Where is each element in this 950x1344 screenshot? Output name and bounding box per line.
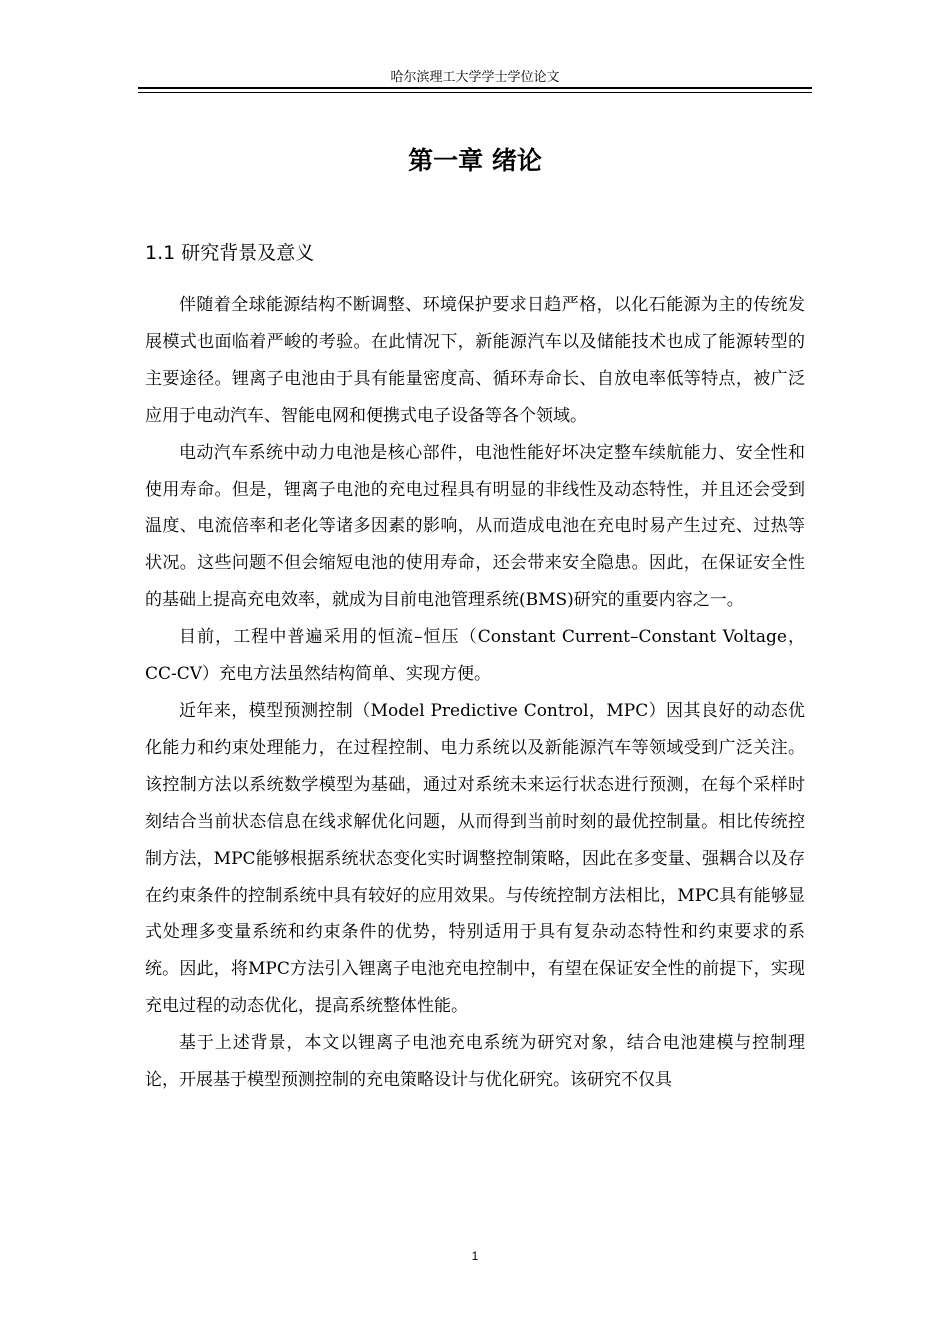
- paragraph-2: 电动汽车系统中动力电池是核心部件，电池性能好坏决定整车续航能力、安全性和使用寿命。但是，锂离子电池的充电过程具有明显的非线性及动态特性，并且还会受到温度、电流倍率和老化等诸多因素的影响，从而造成电池在充电时易产生过充、过热等状况。这些问题不但会缩短电池的使用寿命，还会带来安全隐患。因此，在保证安全性的基础上提高充电效率，就成为目前电池管理系统(BMS)研究的重要内容之一。: [145, 442, 805, 611]
- header-rule-thin: [138, 92, 812, 93]
- page-number: 1: [471, 1249, 479, 1263]
- paragraph-5: 基于上述背景，本文以锂离子电池充电系统为研究对象，结合电池建模与控制理论，开展基于模型预测控制的充电策略设计与优化研究。该研究不仅具: [145, 1033, 805, 1091]
- paragraph-4: 近年来，模型预测控制（Model Predictive Control，MPC）因其良好的动态优化能力和约束处理能力，在过程控制、电力系统以及新能源汽车等领域受到广泛关注。该控制方法以系统数学模型为基础，通过对系统未来运行状态进行预测，在每个采样时刻结合当前状态信息在线求解优化问题，从而得到当前时刻的最优控制量。相比传统控制方法，MPC能够根据系统状态变化实时调整控制策略，因此在多变量、强耦合以及存在约束条件的控制系统中具有较好的应用效果。与传统控制方法相比，MPC具有能够显式处理多变量系统和约束条件的优势，特别适用于具有复杂动态特性和约束要求的系统。因此，将MPC方法引入锂离子电池充电控制中，有望在保证安全性的前提下，实现充电过程的动态优化，提高系统整体性能。: [145, 700, 805, 1017]
- section-title: 1.1 研究背景及意义: [145, 242, 315, 264]
- body-text: [145, 287, 805, 1099]
- paragraph-3: 目前，工程中普遍采用的恒流–恒压（Constant Current–Constant Voltage，CC-CV）充电方法虽然结构简单、实现方便。: [145, 627, 805, 685]
- header-rule-thick: [138, 87, 812, 89]
- paragraph-1: 伴随着全球能源结构不断调整、环境保护要求日趋严格，以化石能源为主的传统发展模式也面临着严峻的考验。在此情况下，新能源汽车以及储能技术也成了能源转型的主要途径。锂离子电池由于具有能量密度高、循环寿命长、自放电率低等特点，被广泛应用于电动汽车、智能电网和便携式电子设备等各个领域。: [145, 295, 805, 426]
- chapter-title: 第一章 绪论: [408, 146, 542, 175]
- page-header: 哈尔滨理工大学学士学位论文: [390, 70, 560, 85]
